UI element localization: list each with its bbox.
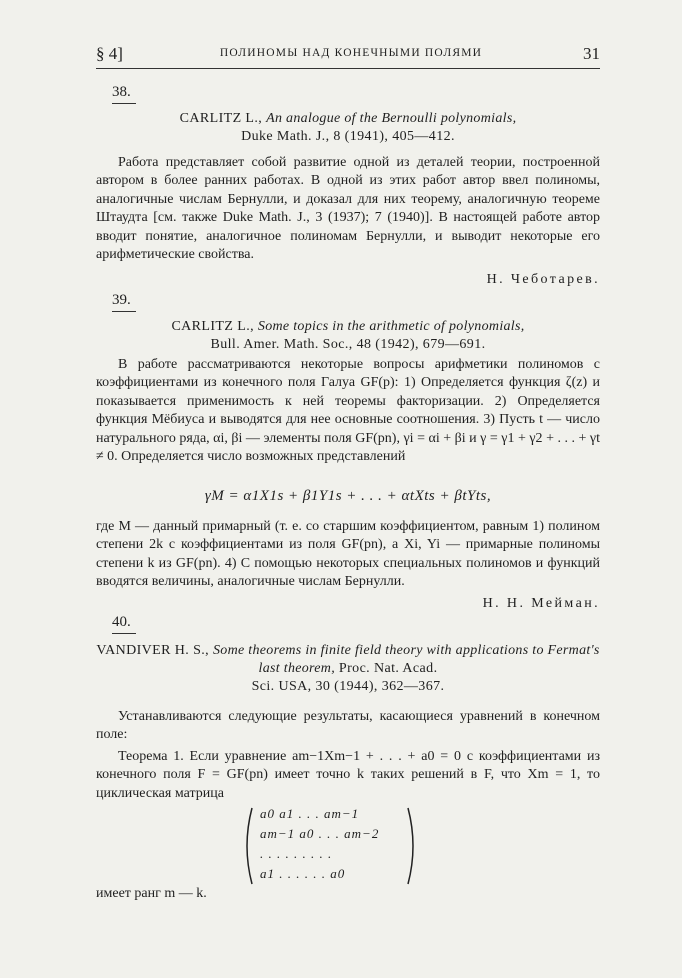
entry-abstract: Работа представляет собой развитие одной из деталей теории, построенной автором в более ранних работах. В одной из этих работ автор ввел полиномы, аналогичные числам Бернулли, и доказал для них теорему, аналогичную теореме Штаудта [см. также Duke Math. J., 3 (1937); 7 (1940)]. В настоящей работе автор вводит понятие, аналогичное полиномам Бернулли, и выводит некоторые его арифметические свойства. — [96, 155, 600, 263]
entry-source: Bull. Amer. Math. Soc., 48 (1942), 679—691. — [210, 337, 486, 352]
entry-abstract: Устанавливаются следующие результаты, касающиеся уравнений в конечном поле: — [96, 709, 600, 743]
header-rule — [96, 68, 600, 69]
entry-number-rule — [112, 103, 136, 104]
matrix-row: am−1 a0 . . . am−2 — [260, 826, 380, 841]
entry-number: 40. — [112, 614, 131, 630]
matrix-row: a1 . . . . . . a0 — [260, 866, 346, 881]
section-number: § 4] — [96, 44, 123, 63]
page-number: 31 — [583, 44, 600, 63]
matrix-row: a0 a1 . . . am−1 — [260, 806, 360, 821]
entry-number-rule — [112, 633, 136, 634]
matrix-left-bracket — [240, 806, 254, 886]
reviewer-signature: Н. Н. Мейман. — [482, 596, 600, 611]
theorem-conclusion: имеет ранг m — k. — [96, 886, 207, 901]
entry-number: 39. — [112, 292, 131, 308]
display-formula: γM = α1X1s + β1Y1s + . . . + αtXts + βtYts, — [204, 488, 492, 504]
entry-abstract-continued: где M — данный примарный (т. е. со старшим коэффициентом, равным 1) полином степени 2k с коэффициентами из поля GF(pn), а Xi, Yi — примарные полиномы степени k из GF(pn). 4) С помощью некоторых специальных полиномов и функций вводятся величины, аналогичные числам Бернулли. — [96, 519, 600, 590]
entry-source-publisher: Proc. Nat. Acad. — [338, 661, 438, 676]
entry-reference — [96, 110, 600, 146]
entry-authors: CARLITZ L., — [179, 111, 263, 126]
cyclic-matrix — [240, 806, 420, 886]
running-title: ПОЛИНОМЫ НАД КОНЕЧНЫМИ ПОЛЯМИ — [219, 47, 483, 59]
reviewer-signature: Н. Чеботарев. — [486, 272, 600, 287]
entry-title: An analogue of the Bernoulli polynomials, — [266, 111, 517, 126]
entry-title: Some theorems in finite field theory with applications to Fermat's last theorem, — [212, 643, 600, 676]
running-header — [96, 44, 600, 64]
entry-reference — [96, 318, 600, 354]
entry-authors: CARLITZ L., — [171, 319, 254, 334]
entry-abstract: В работе рассматриваются некоторые вопросы арифметики полиномов с коэффициентами из конечного поля Галуа GF(p): 1) Определяется функция ζ(z) и показывается применимость к ней теоремы факторизации. 2) Определяется функция Мёбиуса и выводятся для нее основные соотношения. 3) Пусть t — число натурального ряда, αi, βi — элементы поля GF(pn), γi = αi + βi и γ = γ1 + γ2 + . . . + γt ≠ 0. Определяется число возможных представлений — [96, 357, 600, 465]
entry-source: Sci. USA, 30 (1944), 362—367. — [251, 679, 445, 694]
entry-reference — [96, 642, 600, 696]
theorem-statement: Теорема 1. Если уравнение am−1Xm−1 + . . . + a0 = 0 с коэффициентами из конечного поля F = GF(pn) имеет точно k таких решений в F, что Xm = 1, то циклическая матрица — [96, 749, 600, 801]
entry-number: 38. — [112, 84, 131, 100]
entry-authors: VANDIVER H. S., — [96, 643, 210, 658]
matrix-right-bracket — [406, 806, 420, 886]
entry-source: Duke Math. J., 8 (1941), 405—412. — [241, 129, 455, 144]
entry-title: Some topics in the arithmetic of polynomials, — [257, 319, 525, 334]
matrix-row: . . . . . . . . . — [260, 846, 333, 861]
entry-number-rule — [112, 311, 136, 312]
